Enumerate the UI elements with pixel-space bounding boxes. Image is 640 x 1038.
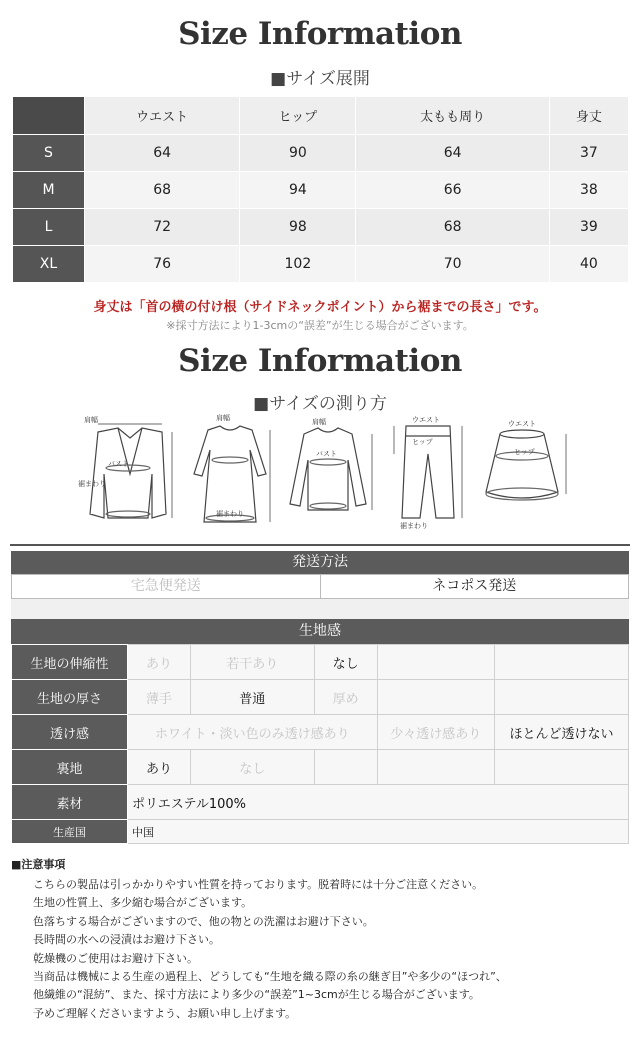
table-row [13,135,629,172]
list-item: 生地の性質上、多少縮む場合がございます。 [33,896,253,910]
fabric-option-selected: ほとんど透けない [494,715,628,750]
size-value: 70 [356,246,549,283]
shoulder-label: 肩幅 [312,418,326,426]
bust-label: バスト [108,460,129,468]
fabric-attr-label: 裏地 [12,750,128,785]
size-value: 76 [85,246,240,283]
size-value: 39 [549,209,628,246]
table-row [13,209,629,246]
measure-info-title: Size Information [178,343,462,379]
table-row [12,645,629,680]
fabric-option: 厚め [314,680,377,715]
shipping-option-selected: ネコポス発送 [432,578,517,594]
table-row [13,246,629,283]
fabric-option [494,680,628,715]
bust-label: バスト [316,450,337,458]
size-value: 40 [549,246,628,283]
fabric-attr-label: 生地の伸縮性 [12,645,128,680]
caution-list [11,876,631,1023]
hem-label: 裾まわり [78,480,106,488]
list-item: 乾燥機のご使用はお避け下さい。 [33,951,198,965]
fabric-option [377,645,494,680]
size-label: L [13,209,85,246]
size-value: 38 [549,172,628,209]
size-value: 98 [240,209,356,246]
size-info-title: Size Information [178,16,462,52]
size-value: 102 [240,246,356,283]
waist-label: ウエスト [508,420,536,428]
column-header: 太もも周り [356,97,549,135]
coat-illustration [78,415,172,518]
fabric-option [494,645,628,680]
size-value: 68 [85,172,240,209]
size-table-corner [13,97,85,135]
size-label: M [13,172,85,209]
list-item: 他繊維の“混紡”、また、採寸方法により多少の“誤差”1~3cmが生じる場合がございます。 [33,988,480,1002]
hip-label: ヒップ [514,448,535,456]
size-value: 37 [549,135,628,172]
waist-label: ウエスト [412,416,440,424]
list-item: 予めご理解くださいますよう、お願い申し上げます。 [33,1006,297,1020]
length-definition-note: 身丈は「首の横の付け根（サイドネックポイント）から裾までの長さ」です。 [93,300,547,315]
size-range-subtitle: ■サイズ展開 [270,69,370,89]
hem-label: 裾まわり [400,522,428,530]
fabric-option: 若干あり [190,645,314,680]
column-header: ヒップ [240,97,356,135]
fabric-option-selected: なし [314,645,377,680]
fabric-option [377,750,494,785]
size-value: 64 [356,135,549,172]
column-header: ウエスト [85,97,240,135]
column-header: 身丈 [549,97,628,135]
fabric-table [11,644,629,844]
size-table [12,96,629,283]
list-item: こちらの製品は引っかかりやすい性質を持っております。脱着時には十分ご注意ください。 [33,878,484,891]
hip-label: ヒップ [412,438,433,446]
shoulder-label: 肩幅 [216,414,230,422]
shipping-option: 宅急便発送 [12,575,321,598]
size-value: 64 [85,135,240,172]
list-item: 色落ちする場合がございますので、他の物との洗濯はお避け下さい。 [33,914,374,928]
size-value: 94 [240,172,356,209]
shipping-header: 発送方法 [11,551,629,574]
fabric-option: 薄手 [128,680,191,715]
size-value: 68 [356,209,549,246]
fabric-attr-label: 生地の厚さ [12,680,128,715]
fabric-option-selected: 普通 [190,680,314,715]
fabric-option: ホワイト・淡い色のみ透け感あり [128,715,378,750]
table-row [12,715,629,750]
shoulder-label: 肩幅 [84,416,98,424]
table-row [12,680,629,715]
caution-notes [11,856,631,1023]
size-label: S [13,135,85,172]
size-value: 90 [240,135,356,172]
fabric-option-selected: あり [128,750,191,785]
fabric-option [494,750,628,785]
table-row [13,172,629,209]
measure-method-subtitle: ■サイズの測り方 [253,394,387,414]
measurement-illustrations [78,414,578,534]
section-divider [10,544,630,546]
list-item: 当商品は機械による生産の過程上、どうしても“生地を織る際の糸の継ぎ目”や多少の“ほつれ”、 [33,970,507,984]
fabric-option: なし [190,750,314,785]
shipping-options [11,574,629,599]
size-label: XL [13,246,85,283]
fabric-option [377,680,494,715]
origin-value: 中国 [128,820,629,844]
size-value: 66 [356,172,549,209]
size-value: 72 [85,209,240,246]
caution-header: ■注意事項 [11,858,66,871]
measurement-error-note: ※採寸方法により1-3cmの“誤差”が生じる場合がございます。 [166,319,474,332]
table-row [12,750,629,785]
table-row [12,820,629,844]
spacer [11,599,629,619]
hem-label: 裾まわり [216,510,244,518]
fabric-option: あり [128,645,191,680]
dress-illustration [194,414,270,522]
sweater-illustration [290,417,372,510]
list-item: 長時間の水への浸漬はお避け下さい。 [33,933,220,947]
fabric-option [314,750,377,785]
fabric-header: 生地感 [11,619,629,644]
origin-label: 生産国 [12,820,128,844]
fabric-attr-label: 透け感 [12,715,128,750]
table-row [12,785,629,820]
material-value: ポリエステル100% [128,785,629,820]
pants-illustration [394,416,462,530]
material-label: 素材 [12,785,128,820]
skirt-illustration [486,420,566,500]
size-table-header [13,97,629,135]
fabric-option: 少々透け感あり [377,715,494,750]
